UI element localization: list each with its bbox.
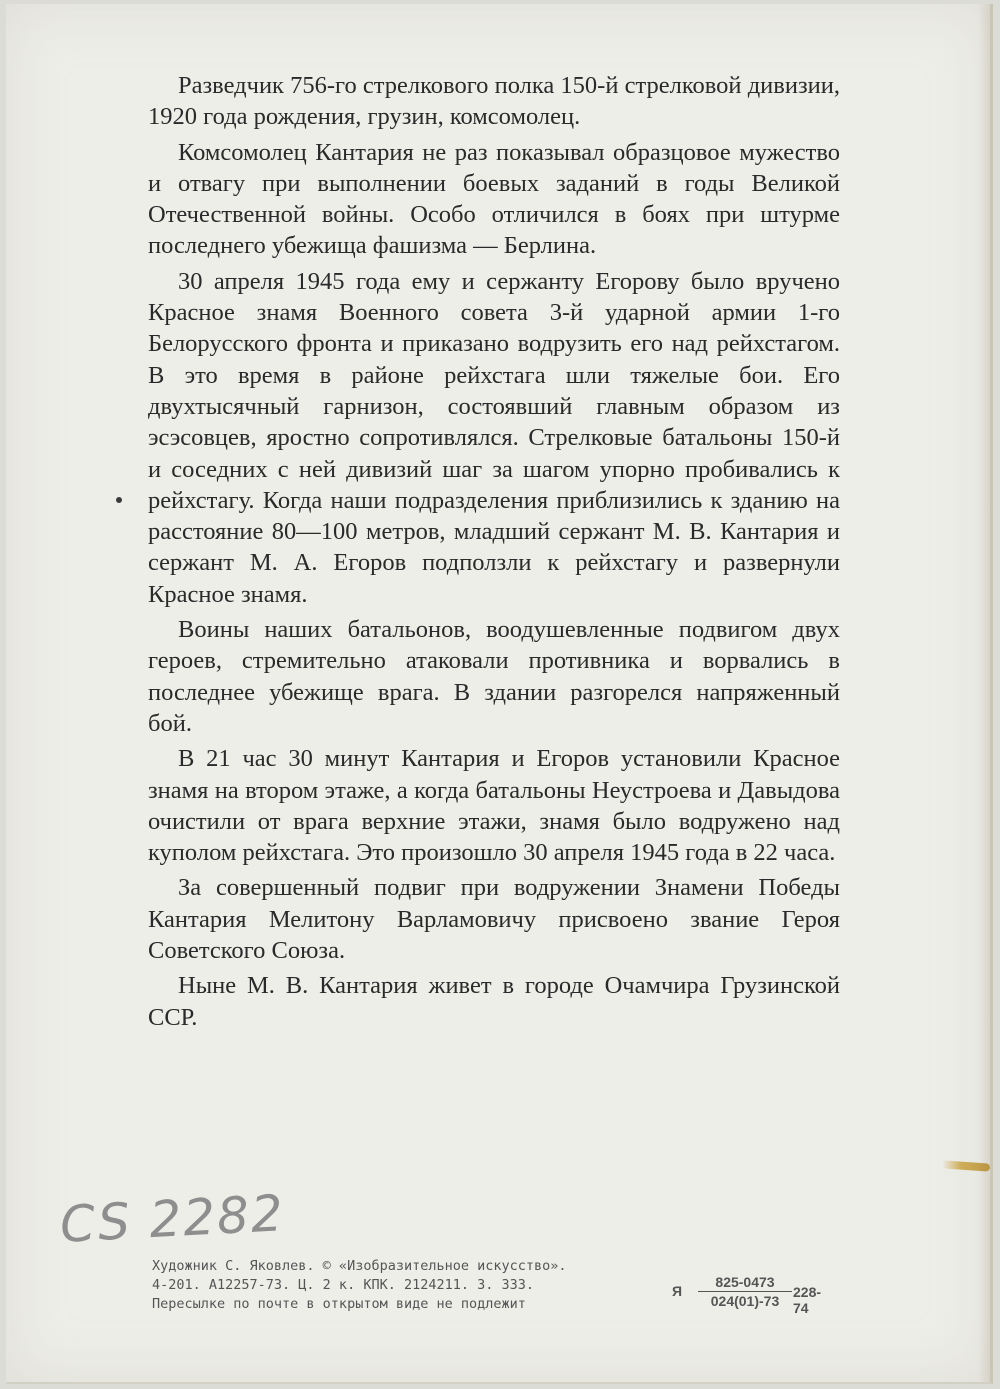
card-edge-shadow — [978, 4, 990, 1382]
paragraph-battle: Воины наших батальонов, воодушевленные подвигом двух героев, стремительно атаковали противника и ворвались в последнее убежище врага. В здании разгорелся напряженный бой. — [148, 616, 840, 737]
index-denominator: 024(01)-73 — [710, 1293, 780, 1309]
index-suffix: 228-74 — [793, 1284, 822, 1316]
paragraph-courage: Комсомолец Кантария не раз показывал образцовое мужество и отвагу при выполнении боевых заданий в годы Великой Отечественной войны. Особо отличился в боях при штурме последнего убежища фашизма — Берлина. — [148, 138, 840, 260]
paragraph-hero-award: За совершенный подвиг при водружении Знамени Победы Кантария Мелитону Варламовичу присвоено звание Героя Советского Союза. — [148, 874, 840, 965]
imprint-print-data-line: 4-201. А12257-73. Ц. 2 к. КПК. 2124211. З. 333. — [152, 1277, 535, 1293]
index-letter: Я — [672, 1283, 683, 1299]
paragraph-flag-raised: В 21 час 30 минут Кантария и Егоров установили Красное знамя на втором этаже, а когда батальоны Неустроева и Давыдова очистили от врага верхние этажи, знамя было водружено над куполом рейхстага. Это произошло 30 апреля 1945 года в 22 часа. — [148, 745, 840, 867]
biography-text — [148, 70, 840, 1037]
imprint-mail-notice-line: Пересылке по почте в открытом виде не подлежит — [152, 1296, 526, 1312]
ink-dot — [116, 497, 122, 503]
paragraph-reichstag-assault: 30 апреля 1945 года ему и сержанту Егорову было вручено Красное знамя Военного совета 3-й ударной армии 1-го Белорусского фронта и приказано водрузить его над рейхстагом. В это время в районе рейхстага шли тяжелые бои. Его двухтысячный гарнизон, состоявший главным образом из эсэсовцев, яростно сопротивлялся. Стрелковые батальоны 150-й и соседних с ней дивизий шаг за шагом упорно пробивались к рейхстагу. Когда наши подразделения приблизились к зданию на расстояние 80—100 метров, младший сержант М. В. Кантария и сержант М. А. Егоров подползли к рейхстагу и развернули Красное знамя. — [148, 267, 840, 608]
paragraph-residence: Ныне М. В. Кантария живет в городе Очамчира Грузинской ССР. — [148, 972, 840, 1031]
index-fraction — [698, 1274, 792, 1309]
paragraph-intro: Разведчик 756-го стрелкового полка 150-й стрелковой дивизии, 1920 года рождения, грузин, комсомолец. — [148, 72, 840, 131]
handwritten-catalog-number: CS 2282 — [58, 1184, 287, 1254]
index-numerator: 825-0473 — [698, 1274, 792, 1292]
publisher-imprint — [152, 1257, 567, 1314]
imprint-artist-line: Художник С. Яковлев. © «Изобразительное искусство». — [152, 1258, 567, 1274]
